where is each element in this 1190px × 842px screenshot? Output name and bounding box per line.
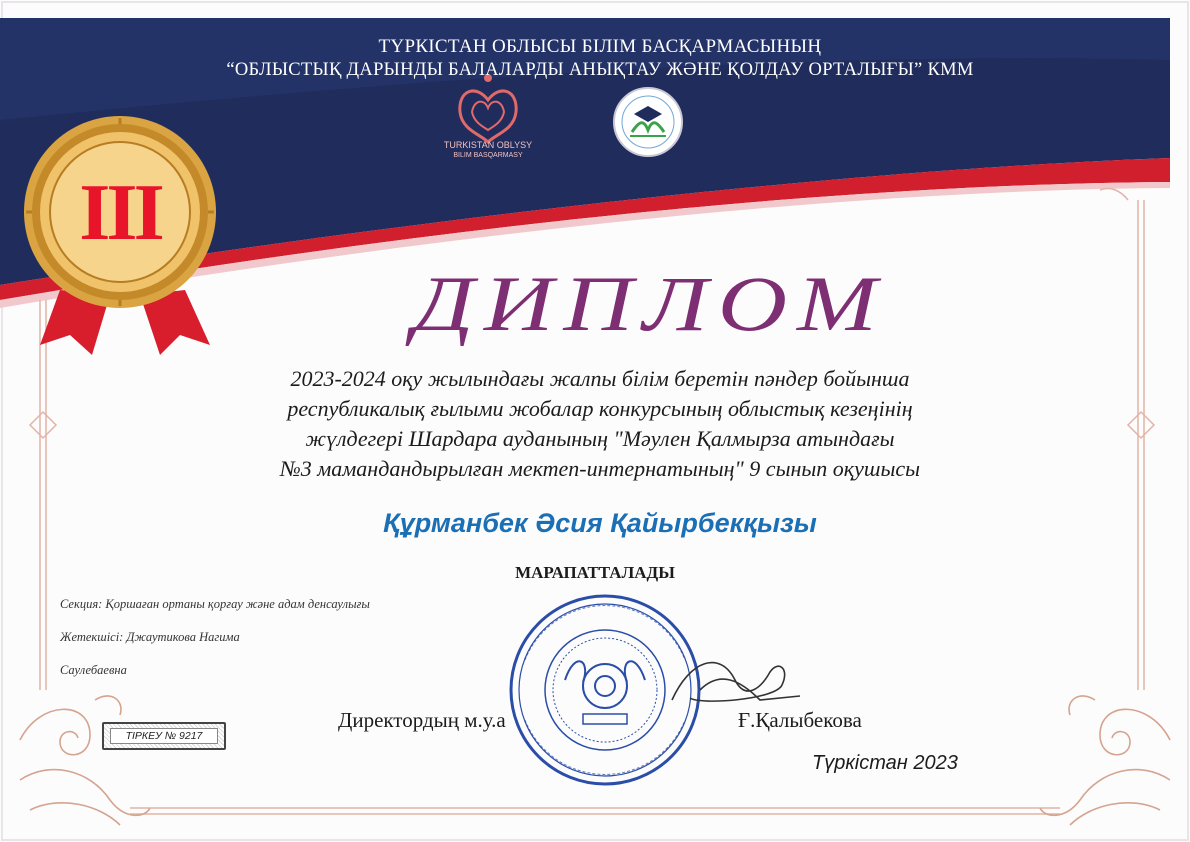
awarded-label: МАРАПАТТАЛАДЫ xyxy=(515,563,675,582)
award-line-4: №3 мамандандырылған мектеп-интернатының" 9 сынып оқушысы xyxy=(279,456,921,481)
section-note: Секция: Қоршаған ортаны қорғау және адам денсаулығы xyxy=(60,597,370,611)
supervisor-line-1: Жетекшісі: Джаутикова Нагима xyxy=(60,630,240,644)
official-stamp xyxy=(511,596,699,784)
recipient-name: Құрманбек Әсия Қайырбекқызы xyxy=(383,508,817,538)
logo-caption-2: BILIM BASQARMASY xyxy=(453,152,523,159)
award-line-2: республикалық ғылыми жобалар конкурсының облыстық кезеңінің xyxy=(287,396,913,421)
medal-place: III xyxy=(79,169,161,257)
award-line-3: жүлдегері Шардара ауданының "Мәулен Қалмырза атындағы xyxy=(305,426,895,451)
header-line-1: ТҮРКІСТАН ОБЛЫСЫ БІЛІМ БАСҚАРМАСЫНЫҢ xyxy=(378,36,822,57)
place-date: Түркістан 2023 xyxy=(812,752,958,774)
diploma-title: ДИПЛОМ xyxy=(412,259,888,348)
signatory-role: Директордың м.у.а xyxy=(338,708,506,732)
award-description xyxy=(170,364,1030,484)
logo-caption-1: TURKISTAN OBLYSY xyxy=(443,140,533,150)
registration-box xyxy=(102,722,226,750)
header-line-2: “ОБЛЫСТЫҚ ДАРЫНДЫ БАЛАЛАРДЫ АНЫҚТАУ ЖӘНЕ ҚОЛДАУ ОРТАЛЫҒЫ” КММ xyxy=(226,60,974,80)
signatory-name: Ғ.Қалыбекова xyxy=(738,708,862,732)
award-line-1: 2023-2024 оқу жылындағы жалпы білім беретін пәндер бойынша xyxy=(290,366,910,391)
corner-flourish-right xyxy=(1040,696,1170,825)
registration-number: ТІРКЕУ № 9217 xyxy=(110,728,218,744)
supervisor-line-2: Саулебаевна xyxy=(60,663,127,677)
corner-flourish-left xyxy=(20,696,150,825)
daryn-logo xyxy=(614,88,682,156)
